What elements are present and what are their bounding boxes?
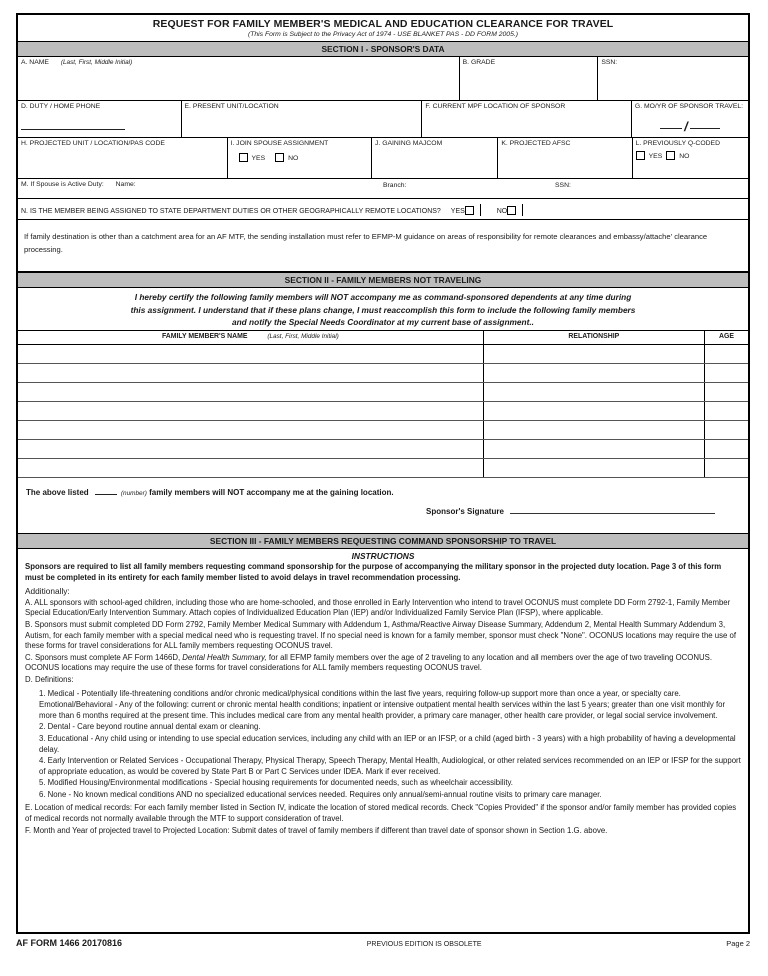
join-spouse-no-label: NO: [288, 155, 299, 162]
instruction-c: [25, 653, 741, 674]
family-table-header: [18, 331, 748, 345]
above-listed-suffix: family members will NOT accompany me at the gaining location.: [149, 488, 394, 497]
family-row: [18, 402, 748, 421]
month-write-line[interactable]: [660, 120, 682, 129]
gaining-majcom-field[interactable]: [372, 138, 498, 178]
instruction-c-prefix: C. Sponsors must complete AF Form 1466D,: [25, 652, 183, 662]
age-column-header: AGE: [718, 333, 734, 340]
title-block: [18, 15, 748, 41]
relationship-cell[interactable]: [484, 440, 705, 458]
section2-header: SECTION II - FAMILY MEMBERS NOT TRAVELING: [18, 272, 748, 288]
spouse-active-duty-field[interactable]: [18, 179, 748, 198]
join-spouse-no-checkbox[interactable]: [275, 153, 284, 162]
q-coded-options: [636, 151, 745, 160]
family-row: [18, 345, 748, 364]
age-cell[interactable]: [705, 440, 748, 458]
family-row: [18, 421, 748, 440]
ssn-label: SSN:: [601, 59, 618, 66]
relationship-cell[interactable]: [484, 345, 705, 363]
efmp-note: If family destination is other than a catchment area for an AF MTF, the sending installation must refer to EFMP-M guidance on areas of responsibility for remote clearances and embassy/attache' clearance processing.: [24, 232, 708, 254]
grade-label: B. GRADE: [462, 59, 496, 66]
section3-header: SECTION III - FAMILY MEMBERS REQUESTING COMMAND SPONSORSHIP TO TRAVEL: [18, 533, 748, 549]
remote-location-field: [18, 199, 748, 219]
relationship-cell[interactable]: [484, 402, 705, 420]
name-column-title: FAMILY MEMBER'S NAME: [161, 333, 248, 340]
certification-line: this assignment. I understand that if these plans change, I must reaccomplish this form to include the following family members: [130, 304, 636, 315]
definition-educational: 3. Educational - Any child using or intending to use special education services, including any child with an IEP or an IFSP, or a child (aged birth - 3 years) with a high probability of having a developmental delay.: [39, 733, 736, 754]
family-name-cell[interactable]: [18, 402, 484, 420]
signature-line-row: [26, 504, 740, 516]
definition-modified-housing: 5. Modified Housing/Environmental modifications - Special housing requirements for documented needs, such as wheelchair accessibility.: [39, 778, 513, 788]
definition-early-intervention: 4. Early Intervention or Related Services - Occupational Therapy, Physical Therapy, Speech Therapy, Mental Health, Audiological, or other related services recommended on an IEP or IFSP for the support of appropriate education, as would be covered by State Part B or Part C Services under IDEA. Mark if ever received.: [39, 756, 741, 776]
q-coded-label: L. PREVIOUSLY Q-CODED: [635, 140, 720, 147]
grade-field[interactable]: [460, 57, 599, 100]
row-projected-assignment: [18, 138, 748, 179]
spouse-ssn-label: SSN:: [555, 182, 571, 189]
name-column-hint: (Last, First, Middle Initial): [267, 333, 339, 340]
family-name-cell[interactable]: [18, 345, 484, 363]
definitions-label: D. Definitions:: [25, 674, 74, 684]
instructions-title: INSTRUCTIONS: [351, 551, 415, 561]
family-name-cell[interactable]: [18, 459, 484, 477]
relationship-cell[interactable]: [484, 421, 705, 439]
instruction-e: E. Location of medical records: For each family member listed in Section IV, indicate the location of stored medical records. Check "Copies Provided" if the sponsor and/or family member has provided copies of medical records not normally available through the MTF to support consideration of travel.: [25, 803, 737, 824]
row-remote-location-question: [18, 199, 748, 220]
join-spouse-yes-label: YES: [251, 155, 266, 162]
row-phone-unit-mpf-travel: [18, 101, 748, 138]
relationship-cell[interactable]: [484, 459, 705, 477]
instruction-b: B. Sponsors must submit completed DD Form 2792, Family Member Medical Summary with Addendum 1, Asthma/Reactive Airway Disease Summary, Addendum 2, Mental Health Summary Addendum 3, Autism, for each family member with a special medical need who is requesting travel. If no special need is known for a family member, sponsor must check "None". OCONUS locations may require the use of these forms for travel considerations for ALL family members requesting OCONUS travel.: [25, 619, 737, 651]
instruction-c-suffix: for all EFMP family members over the age of 2 traveling to any location and all members over the age of two traveling OCONUS. OCONUS locations may require the use of these forms for travel considerations for ALL family members requesting OCONUS travel.: [25, 652, 713, 673]
instruction-c-form-title: Dental Health Summary,: [182, 652, 267, 662]
duty-home-phone-label: D. DUTY / HOME PHONE: [21, 103, 101, 110]
form-title: REQUEST FOR FAMILY MEMBER'S MEDICAL AND EDUCATION CLEARANCE FOR TRAVEL: [152, 18, 614, 30]
above-listed-block: [18, 478, 748, 533]
year-write-line[interactable]: [690, 120, 720, 129]
age-cell[interactable]: [705, 459, 748, 477]
gaining-majcom-label: J. GAINING MAJCOM: [375, 140, 443, 147]
family-row: [18, 440, 748, 459]
additionally-label: Additionally:: [25, 586, 70, 597]
spouse-active-duty-label: M. If Spouse is Active Duty:: [21, 181, 104, 188]
name-field[interactable]: [18, 57, 460, 100]
above-listed-line: [26, 486, 740, 497]
remote-yes-label: YES: [450, 208, 465, 215]
row-name-grade-ssn: [18, 57, 748, 101]
q-coded-no-checkbox[interactable]: [666, 151, 675, 160]
sponsor-signature-label: Sponsor's Signature: [426, 507, 504, 516]
q-coded-no-label: NO: [679, 153, 690, 160]
family-name-cell[interactable]: [18, 440, 484, 458]
form-number: AF FORM 1466 20170816: [16, 938, 123, 948]
definition-dental: 2. Dental - Care beyond routine annual dental exam or cleaning.: [39, 722, 261, 732]
instructions-block: [18, 549, 748, 932]
divider: [522, 204, 523, 216]
page-footer: [16, 938, 750, 948]
row-spouse-active-duty: [18, 179, 748, 199]
family-name-cell[interactable]: [18, 421, 484, 439]
relationship-column-header: RELATIONSHIP: [484, 331, 705, 344]
join-spouse-label: I. JOIN SPOUSE ASSIGNMENT: [230, 140, 329, 147]
projected-unit-label: H. PROJECTED UNIT / LOCATION/PAS CODE: [21, 140, 165, 147]
edition-note: PREVIOUS EDITION IS OBSOLETE: [366, 941, 482, 948]
age-cell[interactable]: [705, 421, 748, 439]
duty-home-phone-field[interactable]: [18, 101, 182, 137]
join-spouse-options: [239, 153, 369, 162]
family-row: [18, 383, 748, 402]
instructions-intro: Sponsors are required to list all family members requesting command sponsorship for the purpose of accompanying the military sponsor in the projected duty location. Page 3 of this form must be completed in its entirety for each family member listed to avoid delays in travel recommendation processing.: [25, 562, 722, 582]
join-spouse-yes-checkbox[interactable]: [239, 153, 248, 162]
age-cell[interactable]: [705, 383, 748, 401]
certification-line: I hereby certify the following family members will NOT accompany me as command-sponsored dependents at any time during: [134, 292, 632, 302]
divider: [480, 204, 481, 216]
projected-afsc-field[interactable]: [498, 138, 632, 178]
family-row: [18, 364, 748, 383]
number-write-line[interactable]: [95, 486, 117, 495]
travel-moyr-write-area[interactable]: [632, 119, 748, 134]
remote-location-question: N. IS THE MEMBER BEING ASSIGNED TO STATE DEPARTMENT DUTIES OR OTHER GEOGRAPHICALLY REMOTE LOCATIONS?: [21, 208, 441, 215]
family-name-cell[interactable]: [18, 364, 484, 382]
name-hint: (Last, First, Middle Initial): [60, 59, 133, 66]
q-coded-yes-checkbox[interactable]: [636, 151, 645, 160]
phone-write-line[interactable]: [21, 129, 125, 130]
projected-unit-field[interactable]: [18, 138, 228, 178]
spouse-branch-label: Branch:: [383, 182, 407, 189]
travel-moyr-label: G. MO/YR OF SPONSOR TRAVEL:: [634, 103, 744, 110]
q-coded-field: [633, 138, 748, 178]
present-unit-label: E. PRESENT UNIT/LOCATION: [184, 103, 279, 110]
relationship-cell[interactable]: [484, 383, 705, 401]
definition-medical: 1. Medical - Potentially life-threatening conditions and/or chronic medical/physical conditions within the last five years, requiring follow-up support more than once a year, or specialty care.: [39, 688, 681, 698]
ssn-field[interactable]: [598, 57, 748, 100]
mpf-location-field[interactable]: [422, 101, 632, 137]
age-cell[interactable]: [705, 402, 748, 420]
join-spouse-field: [228, 138, 373, 178]
definition-none: 6. None - No known medical conditions AND no specialized educational services needed. Requires only annual/semi-annual routine visits to primary care manager.: [39, 789, 602, 799]
date-slash: /: [684, 119, 688, 134]
remote-yes-checkbox[interactable]: [465, 206, 474, 215]
present-unit-field[interactable]: [182, 101, 423, 137]
spouse-name-label: Name:: [115, 181, 136, 188]
age-cell[interactable]: [705, 364, 748, 382]
page-number: Page 2: [726, 939, 750, 948]
projected-afsc-label: K. PROJECTED AFSC: [501, 140, 571, 147]
certification-line: and notify the Special Needs Coordinator at my current base of assignment..: [232, 317, 534, 327]
remote-no-checkbox[interactable]: [507, 206, 516, 215]
relationship-cell[interactable]: [484, 364, 705, 382]
privacy-act-subtitle: (This Form is Subject to the Privacy Act of 1974 - USE BLANKET PAS - DD FORM 2005.): [247, 31, 519, 38]
section1-header: SECTION I - SPONSOR'S DATA: [18, 41, 748, 57]
definition-emotional-behavioral: Emotional/Behavioral - Any of the following: current or chronic mental health conditions; inpatient or intensive outpatient mental health services within the last 5 years; greater than one visit monthly for more than 6 months required at the present time. This includes medical care from any mental health provider, a primary care manager, other health care provider, or legal social service involvement.: [39, 700, 726, 720]
remote-no-label: NO: [496, 208, 508, 215]
certification-statement: [18, 288, 748, 331]
sponsor-signature-write-line[interactable]: [510, 504, 715, 514]
number-hint: (number): [120, 490, 147, 497]
age-cell[interactable]: [705, 345, 748, 363]
af-form-1466: [16, 13, 750, 934]
mpf-location-label: F. CURRENT MPF LOCATION OF SPONSOR: [425, 103, 566, 110]
name-column-header: [18, 331, 484, 344]
row-efmp-note: [18, 220, 748, 272]
name-label: A. NAME: [21, 59, 49, 66]
family-row: [18, 459, 748, 478]
family-name-cell[interactable]: [18, 383, 484, 401]
q-coded-yes-label: YES: [648, 153, 663, 160]
above-listed-prefix: The above listed: [26, 488, 89, 497]
travel-moyr-field[interactable]: [632, 101, 748, 137]
instruction-f: F. Month and Year of projected travel to Projected Location: Submit dates of travel of family members if different than travel date of sponsor shown in Section 1.G. above.: [25, 825, 608, 835]
instruction-a: A. ALL sponsors with school-aged children, including those who are home-schooled, and those enrolled in Early Intervention who intend to travel OCONUS must complete DD Form 2792-1, Family Member Special Education/Early Intervention Summary. Attach copies of Individualized Education Plan (IEP) and/or Individualized Family Service Plan (IFSP), where applicable.: [25, 597, 731, 618]
